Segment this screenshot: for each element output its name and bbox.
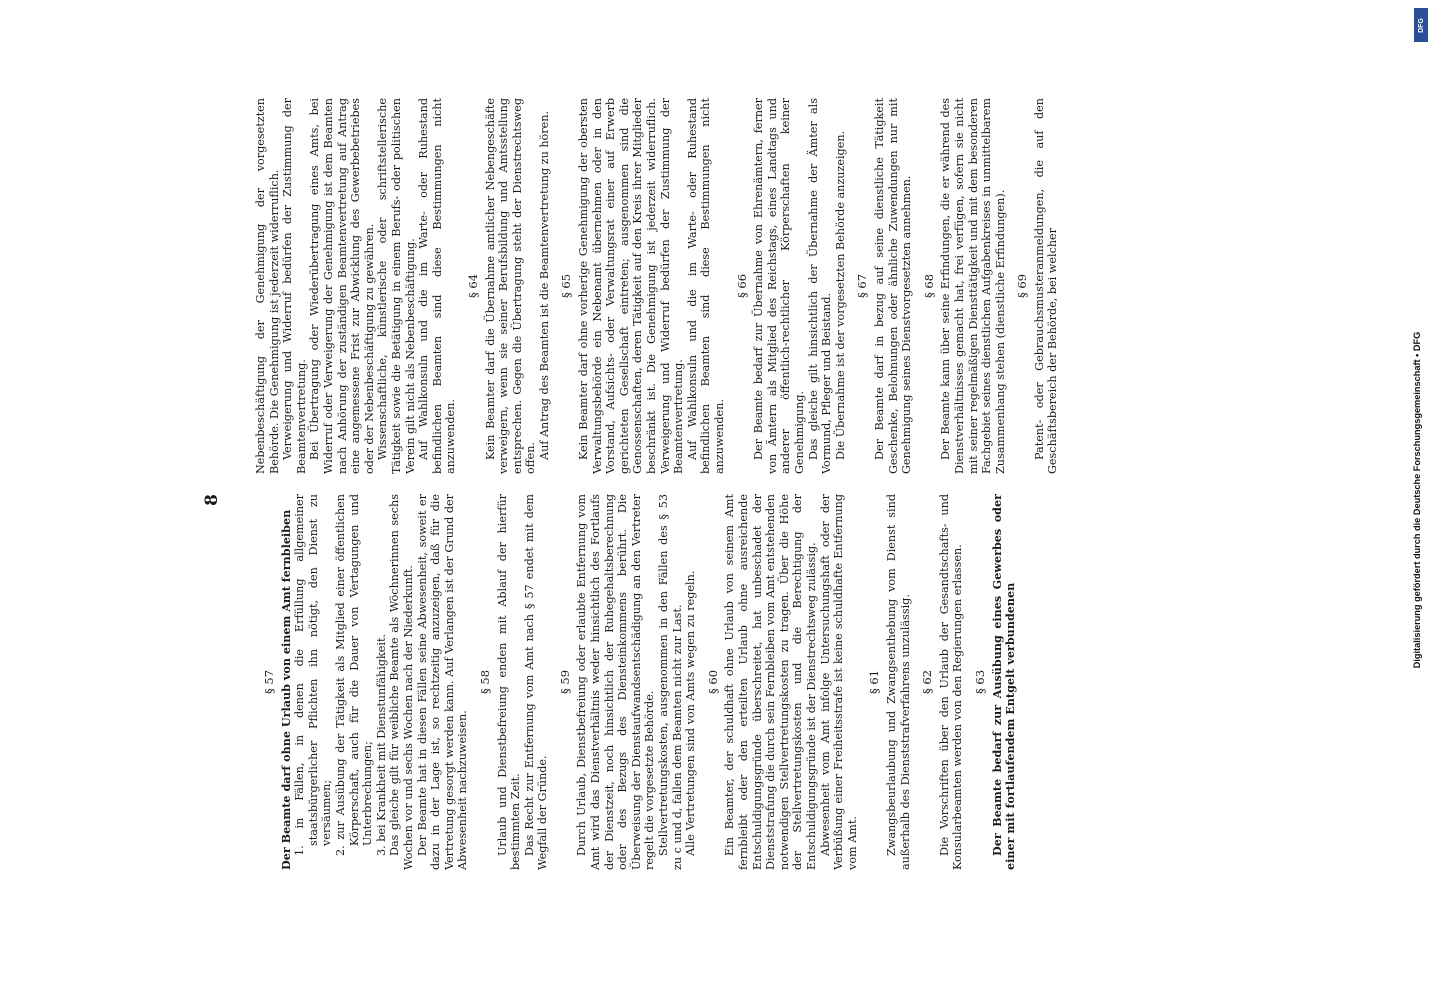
section-heading: § 58 xyxy=(477,669,492,695)
paragraph: Alle Vertretungen sind von Amts wegen zu regeln. xyxy=(684,570,698,856)
list-item: 2. zur Ausübung der Tätigkeit als Mitglied einer öffentlichen Körperschaft, auch für die Dauer von Vertagungen und Unterbrechungen; xyxy=(333,494,375,856)
section-heading: § 68 xyxy=(921,273,936,299)
paragraph: Abwesenheit vom Amt infolge Untersuchungshaft oder der Verbüßung einer Freiheitsstrafe ist keine schuldhafte Entfernung vom Amt. xyxy=(818,494,859,870)
list-item: 1. in Fällen, in denen die Erfüllung allgemeiner staatsbürgerlicher Pflichten ihn nötigt, den Dienst zu versäumen; xyxy=(293,494,334,856)
paragraph: Nebenbeschäftigung der Genehmigung der vorgesetzten Behörde. Die Genehmigung ist jederzeit widerruflich. xyxy=(254,98,281,474)
section-heading: § 65 xyxy=(559,273,574,299)
section-heading: § 63 xyxy=(972,669,987,695)
paragraph: Die Vorschriften über den Urlaub der Gesandtschafts- und Konsularbeamten werden von den Regierungen erlassen. xyxy=(937,494,965,870)
paragraph: Auf Antrag des Beamten ist die Beamtenvertretung zu hören. xyxy=(537,110,551,460)
paragraph: Das gleiche gilt für weibliche Beamte als Wöchnerinnen sechs Wochen vor und sechs Wochen nach der Niederkunft. xyxy=(388,494,415,870)
section-heading: § 57 xyxy=(262,669,276,695)
paragraph: Wissenschaftliche, künstlerische oder schriftstellerische Tätigkeit sowie die Betätigung in einem Berufs- oder politischen Verein gilt nicht als Nebenbeschäftigung. xyxy=(376,98,417,474)
section-heading: § 67 xyxy=(855,273,870,299)
paragraph: Durch Urlaub, Dienstbefreiung oder erlaubte Entfernung vom Amt wird das Dienstverhältnis weder hinsichtlich des Fortlaufs der Dienstzeit, noch hinsichtlich der Ruhegehaltsberechnung oder des Bezugs des Diensteinkommens berührt. Die Überweisung der Dienstaufwandsentschädigung an den Vertreter regelt die vorgesetzte Behörde. xyxy=(575,494,657,870)
paragraph: Verweigerung und Widerruf bedürfen der Zustimmung der Beamtenvertretung. xyxy=(281,98,308,474)
dfg-logo xyxy=(1414,8,1428,42)
paragraph: Das gleiche gilt hinsichtlich der Übernahme der Ämter als Vormund, Pfleger und Beistand. xyxy=(806,98,834,474)
credit-text: Digitalisierung gefördert durch die Deutsche Forschungsgemeinschaft • DFG xyxy=(1412,331,1422,669)
paragraph: Die Übernahme ist der vorgesetzten Behörde anzuzeigen. xyxy=(833,130,847,460)
left-column xyxy=(254,494,1184,870)
document-page xyxy=(198,70,1198,930)
paragraph: Auf Wahlkonsuln und die im Warte- oder Ruhestand befindlichen Beamten sind diese Bestimmungen nicht anzuwenden. xyxy=(417,98,458,474)
paragraph: Auf Wahlkonsuln und die im Warte- oder Ruhestand befindlichen Beamten sind diese Bestimmungen nicht anzuwenden. xyxy=(685,98,726,474)
list-item: 3. bei Krankheit mit Dienstunfähigkeit. xyxy=(374,633,388,856)
dfg-logo-text: DFG xyxy=(1417,17,1425,33)
paragraph: Der Beamte kann über seine Erfindungen, die er während des Dienstverhältnisses gemacht hat, frei verfügen, sofern sie nicht mit seiner regelmäßigen Diensttätigkeit und mit dem besonderen Fachgebiet seines dienstlichen Aufgabenkreises in unmittelbarem Zusammenhang stehen (dienstliche Erfindungen). xyxy=(939,98,1007,474)
paragraph: Stellvertretungskosten, ausgenommen in den Fällen des § 53 zu c und d, fallen dem Beamten nicht zur Last. xyxy=(657,494,684,870)
section-heading: § 59 xyxy=(557,669,572,695)
paragraph: Der Beamte hat in diesen Fällen seine Abwesenheit, soweit er dazu in der Lage ist, so rechtzeitig anzuzeigen, daß für die Vertretung gesorgt werden kann. Auf Verlangen ist der Grund der Abwesenheit nachzuweisen. xyxy=(415,494,470,870)
paragraph: Bei Übertragung oder Wiederübertragung eines Amts, bei Widerruf oder Verweigerung der Genehmigung ist dem Beamten nach Anhörung der zuständigen Beamtenvertretung auf Antrag eine angemessene Frist zur Abwicklung des Gewerbebetriebes oder der Nebenbeschäftigung zu gewähren. xyxy=(308,98,376,474)
paragraph: Der Beamte darf in bezug auf seine dienstliche Tätigkeit Geschenke, Belohnungen oder ähnliche Zuwendungen nur mit Genehmigung seines Dienstvorgesetzten annehmen. xyxy=(872,98,914,474)
paragraph: Der Beamte bedarf zur Übernahme von Ehrenämtern, ferner von Ämtern als Mitglied des Reichstags, eines Landtags und anderer öffentlich-rechtlicher Körperschaften keiner Genehmigung. xyxy=(752,98,806,474)
section-heading: § 61 xyxy=(867,669,882,695)
paragraph: Der Beamte darf ohne Urlaub von einem Amt fernbleiben xyxy=(278,509,293,870)
paragraph: Urlaub und Dienstbefreiung enden mit Ablauf der hierfür bestimmten Zeit. xyxy=(495,494,523,870)
paragraph: Zwangsbeurlaubung und Zwangsenthebung vom Dienst sind außerhalb des Dienststrafverfahrens unzulässig. xyxy=(884,494,912,870)
section-heading: § 66 xyxy=(734,273,749,299)
section-heading: § 69 xyxy=(1015,273,1030,299)
paragraph: Ein Beamter, der schuldhaft ohne Urlaub von seinem Amt fernbleibt oder den erteilten Urlaub ohne ausreichende Entschuldigungsgründe überschreitet, hat unbeschadet der Dienststrafung die durch sein Fernbleiben vom Amt entstehenden notwendigen Stellvertretungskosten zu tragen. Über die Höhe der Stellvertretungskosten und die Berechtigung der Entschuldigungsgründe ist der Dienstrechtsweg zulässig. xyxy=(723,494,818,870)
section-heading: § 64 xyxy=(465,273,480,299)
paragraph: Kein Beamter darf ohne vorherige Genehmigung der obersten Verwaltungsbehörde ein Nebenamt übernehmen oder in den Vorstand, Aufsichts- oder Verwaltungsrat einer auf Erwerb gerichteten Gesellschaft eintreten; ausgenommen sind die Genossenschaften, deren Tätigkeit auf den Kreis ihrer Mitglieder beschränkt ist. Die Genehmigung ist jederzeit widerruflich. Verweigerung und Widerruf bedürfen der Zustimmung der Beamtenvertretung. xyxy=(577,98,686,474)
page-number: 8 xyxy=(202,494,222,506)
paragraph: Kein Beamter darf die Übernahme amtlicher Nebengeschäfte verweigern, wenn sie seiner Berufsbildung und Amtsstellung entsprechen. Gegen die Übertragung steht der Dienstrechtsweg offen. xyxy=(483,98,538,474)
paragraph: Der Beamte bedarf zur Ausübung eines Gewerbes oder einer mit fortlaufendem Entgelt verbundenen xyxy=(989,494,1018,870)
right-column xyxy=(254,98,1184,474)
text-columns xyxy=(254,98,1184,870)
paragraph: Das Recht zur Entfernung vom Amt nach § 57 endet mit dem Wegfall der Gründe. xyxy=(522,494,550,870)
section-heading: § 60 xyxy=(705,669,720,695)
paragraph: Patent- oder Gebrauchsmusteranmeldungen, die auf den Geschäftsbereich der Behörde, bei welcher xyxy=(1032,98,1060,474)
section-heading: § 62 xyxy=(920,669,935,695)
digitization-credit xyxy=(1406,0,1428,1000)
